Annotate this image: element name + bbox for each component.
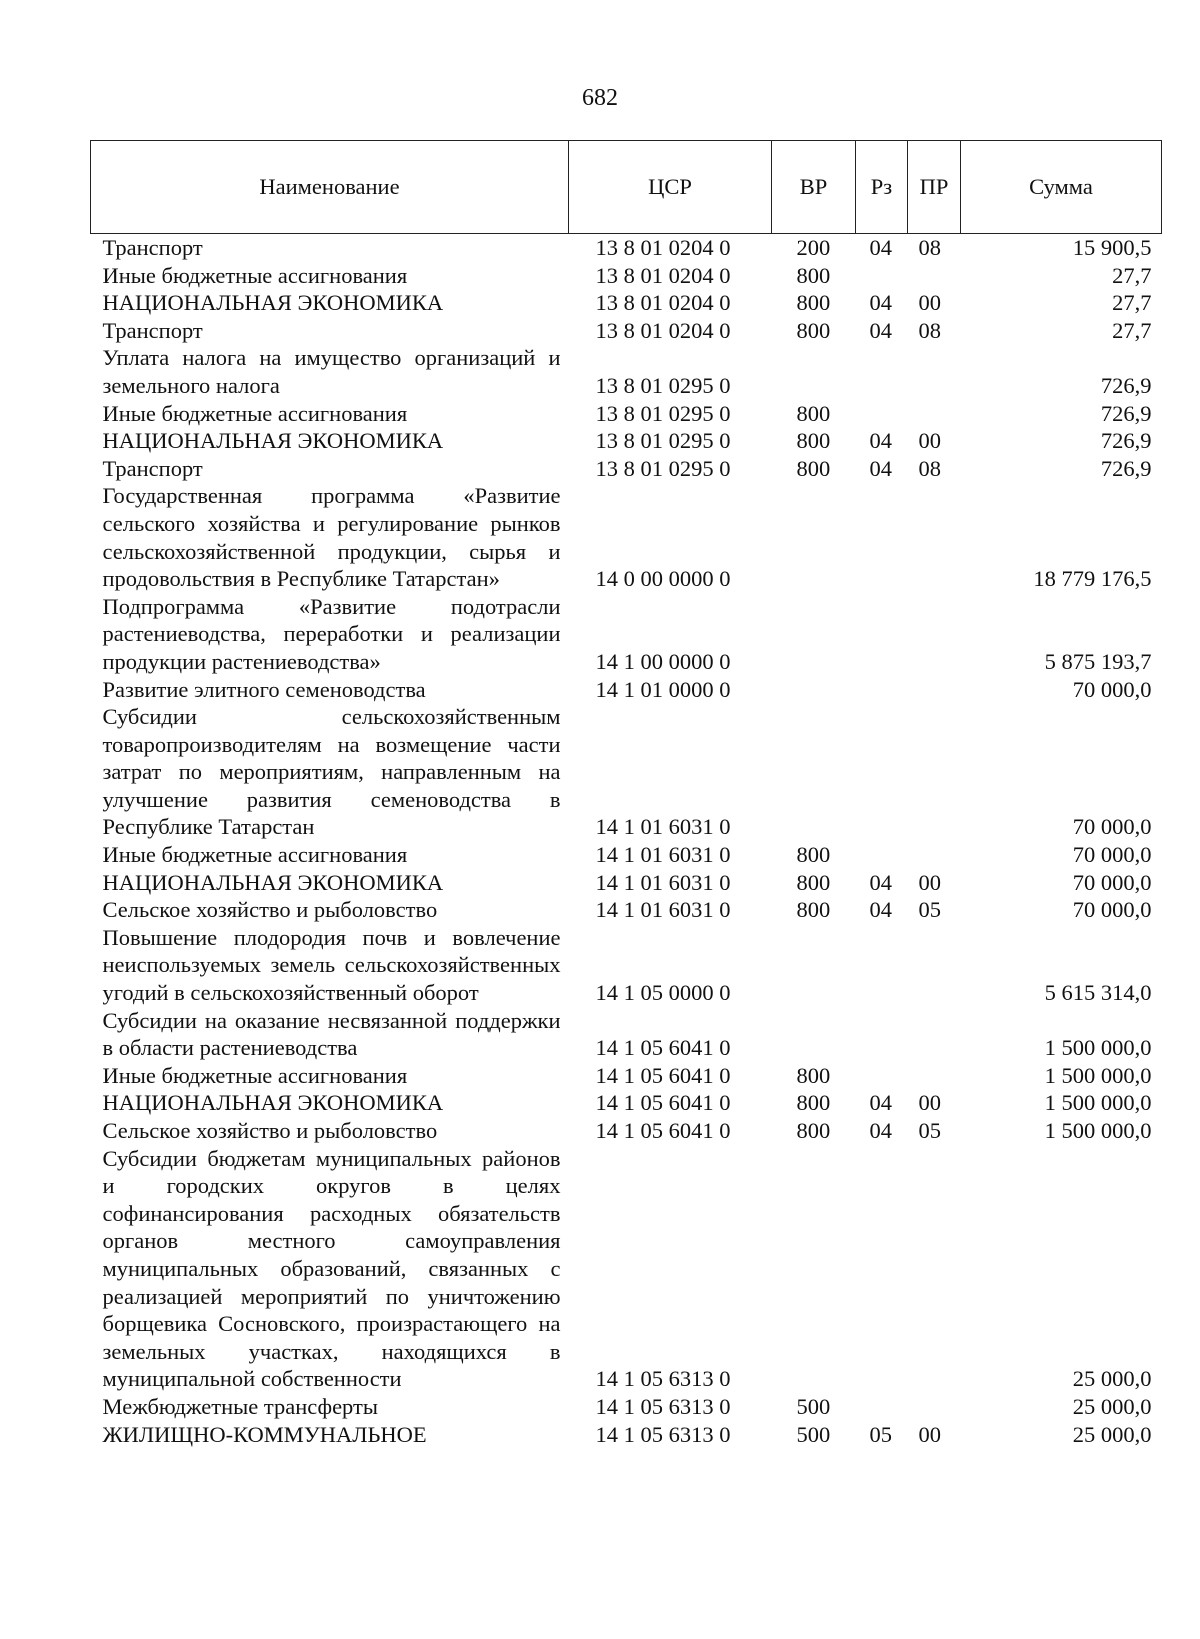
cell-sum: 1 500 000,0 (1044, 1090, 1152, 1116)
cell-vr: 800 (796, 869, 831, 895)
table-body (91, 234, 1162, 1449)
cell-csr: 14 1 01 6031 0 (595, 842, 731, 868)
cell-vr: 800 (796, 1090, 831, 1116)
cell-name: НАЦИОНАЛЬНАЯ ЭКОНОМИКА (102, 290, 444, 316)
cell-pr: 00 (918, 428, 941, 454)
cell-rz: 04 (869, 317, 892, 343)
cell-csr: 14 1 05 0000 0 (595, 980, 731, 1006)
cell-sum: 1 500 000,0 (1044, 1035, 1152, 1061)
table-row (91, 896, 1162, 924)
cell-rz (856, 1007, 908, 1062)
cell-vr (772, 344, 856, 399)
cell-pr: 08 (918, 235, 941, 260)
cell-pr: 00 (918, 290, 941, 316)
cell-sum: 70 000,0 (1072, 897, 1152, 923)
table-row (91, 344, 1162, 399)
cell-pr: 05 (918, 1118, 941, 1143)
table-row (91, 427, 1162, 455)
header-name: Наименование (91, 141, 569, 234)
cell-csr: 14 1 05 6313 0 (595, 1393, 731, 1419)
cell-rz (856, 262, 908, 290)
table-row (91, 593, 1162, 676)
cell-csr: 13 8 01 0204 0 (595, 317, 731, 343)
cell-name: Сельское хозяйство и рыболовство (102, 897, 438, 923)
cell-csr: 14 1 05 6041 0 (595, 1035, 731, 1061)
table-row (91, 1393, 1162, 1421)
cell-name: Иные бюджетные ассигнования (102, 1062, 408, 1088)
cell-rz (856, 924, 908, 1007)
cell-vr (772, 1145, 856, 1393)
cell-pr (908, 482, 961, 592)
cell-name: Субсидии бюджетам муниципальных районов и городских округов в целях софинансирования расходных обязательств органов местного самоуправления муниципальных образований, связанных с реализацией мероприятий по уничтожению борщевика Сосновского, произрастающего на земельных участках, находящихся в муниципальной собственности (102, 1145, 561, 1392)
cell-pr (908, 262, 961, 290)
cell-rz: 04 (869, 428, 892, 454)
cell-pr: 00 (918, 869, 941, 895)
cell-rz: 04 (869, 290, 892, 316)
cell-sum: 25 000,0 (1072, 1421, 1152, 1447)
cell-rz (856, 1145, 908, 1393)
cell-pr (908, 400, 961, 428)
table-row (91, 841, 1162, 869)
cell-sum: 25 000,0 (1072, 1393, 1152, 1419)
cell-pr (908, 924, 961, 1007)
cell-rz: 04 (869, 869, 892, 895)
table-row (91, 869, 1162, 897)
cell-name: Иные бюджетные ассигнования (102, 262, 408, 288)
table-row (91, 289, 1162, 317)
cell-vr: 800 (796, 262, 831, 288)
cell-vr: 800 (796, 897, 831, 923)
cell-sum: 1 500 000,0 (1044, 1062, 1152, 1088)
cell-pr (908, 703, 961, 841)
table-header (91, 141, 1162, 234)
cell-vr: 800 (796, 290, 831, 316)
cell-rz: 04 (869, 455, 892, 481)
cell-pr: 08 (918, 455, 941, 481)
cell-rz (856, 1393, 908, 1421)
cell-sum: 1 500 000,0 (1044, 1118, 1152, 1143)
cell-pr (908, 1145, 961, 1393)
cell-csr: 13 8 01 0295 0 (595, 455, 731, 481)
cell-vr (772, 703, 856, 841)
cell-vr: 800 (796, 428, 831, 454)
header-row (91, 141, 1162, 234)
cell-pr (908, 1007, 961, 1062)
cell-vr: 800 (796, 1062, 831, 1088)
table-row (91, 924, 1162, 1007)
cell-name: Транспорт (102, 317, 203, 343)
cell-pr (908, 841, 961, 869)
cell-rz: 04 (869, 235, 892, 260)
table-row (91, 1007, 1162, 1062)
cell-csr: 14 1 01 6031 0 (595, 869, 731, 895)
table-row (91, 234, 1162, 262)
cell-rz: 04 (869, 897, 892, 923)
cell-name: Сельское хозяйство и рыболовство (102, 1118, 438, 1143)
table-row (91, 703, 1162, 841)
cell-sum: 726,9 (1100, 372, 1152, 398)
table-row (91, 1089, 1162, 1117)
cell-csr: 14 1 01 0000 0 (595, 676, 731, 702)
cell-name: Повышение плодородия почв и вовлечение неиспользуемых земель сельскохозяйственных угодий в сельскохозяйственный оборот (102, 924, 561, 1006)
cell-sum: 70 000,0 (1072, 676, 1152, 702)
cell-rz (856, 593, 908, 676)
cell-csr: 14 1 05 6313 0 (595, 1366, 731, 1392)
page-number: 682 (582, 85, 618, 111)
table-row (91, 1117, 1162, 1145)
cell-name: НАЦИОНАЛЬНАЯ ЭКОНОМИКА (102, 869, 444, 895)
cell-name: Субсидии на оказание несвязанной поддержки в области растениеводства (102, 1007, 561, 1061)
cell-name: Подпрограмма «Развитие подотрасли растениеводства, переработки и реализации продукции растениеводства» (102, 593, 561, 674)
cell-sum: 15 900,5 (1072, 235, 1152, 260)
cell-name: Межбюджетные трансферты (102, 1393, 378, 1419)
cell-sum: 70 000,0 (1072, 869, 1152, 895)
cell-csr: 13 8 01 0204 0 (595, 290, 731, 316)
cell-sum: 70 000,0 (1072, 842, 1152, 868)
cell-rz (856, 1062, 908, 1090)
cell-sum: 25 000,0 (1072, 1366, 1152, 1392)
cell-name: НАЦИОНАЛЬНАЯ ЭКОНОМИКА (102, 1090, 444, 1116)
cell-sum: 27,7 (1112, 262, 1152, 288)
cell-sum: 27,7 (1112, 290, 1152, 316)
cell-name: Уплата налога на имущество организаций и земельного налога (102, 345, 561, 398)
cell-rz: 05 (869, 1421, 892, 1447)
cell-pr: 00 (918, 1421, 941, 1447)
table-row (91, 317, 1162, 345)
cell-vr: 800 (796, 400, 831, 426)
cell-rz (856, 344, 908, 399)
cell-sum: 5 615 314,0 (1044, 980, 1152, 1006)
cell-vr: 200 (796, 235, 831, 260)
cell-sum: 726,9 (1100, 428, 1152, 454)
cell-csr: 14 1 05 6313 0 (595, 1421, 731, 1447)
cell-sum: 726,9 (1100, 400, 1152, 426)
header-rz: Рз (856, 141, 908, 234)
cell-name: НАЦИОНАЛЬНАЯ ЭКОНОМИКА (102, 428, 444, 454)
header-vr: ВР (772, 141, 856, 234)
table-row (91, 455, 1162, 483)
cell-rz (856, 482, 908, 592)
cell-csr: 14 1 01 6031 0 (595, 814, 731, 840)
cell-sum: 27,7 (1112, 317, 1152, 343)
cell-sum: 18 779 176,5 (1033, 566, 1152, 592)
cell-name: Транспорт (102, 455, 203, 481)
cell-csr: 14 1 01 6031 0 (595, 897, 731, 923)
cell-name: Иные бюджетные ассигнования (102, 842, 408, 868)
cell-vr: 500 (796, 1393, 831, 1419)
cell-pr (908, 593, 961, 676)
cell-rz (856, 841, 908, 869)
cell-csr: 13 8 01 0204 0 (595, 235, 731, 260)
header-csr: ЦСР (569, 141, 772, 234)
cell-pr (908, 1393, 961, 1421)
cell-csr: 14 1 05 6041 0 (595, 1090, 731, 1116)
header-sum: Сумма (961, 141, 1162, 234)
cell-csr: 13 8 01 0295 0 (595, 400, 731, 426)
cell-pr (908, 1062, 961, 1090)
cell-csr: 14 1 00 0000 0 (595, 648, 731, 674)
cell-rz: 04 (869, 1090, 892, 1116)
cell-pr: 05 (918, 897, 941, 923)
table-row (91, 1062, 1162, 1090)
cell-csr: 14 1 05 6041 0 (595, 1062, 731, 1088)
cell-name: Развитие элитного семеноводства (102, 676, 426, 702)
cell-csr: 14 1 05 6041 0 (595, 1118, 731, 1143)
cell-csr: 13 8 01 0295 0 (595, 372, 731, 398)
cell-name: Государственная программа «Развитие сельского хозяйства и регулирование рынков сельскохозяйственной продукции, сырья и продовольствия в Республике Татарстан» (102, 483, 561, 592)
cell-sum: 70 000,0 (1072, 814, 1152, 840)
cell-vr: 800 (796, 455, 831, 481)
header-pr: ПР (908, 141, 961, 234)
cell-vr (772, 593, 856, 676)
table-row (91, 676, 1162, 704)
cell-pr: 08 (918, 317, 941, 343)
cell-rz (856, 400, 908, 428)
cell-vr: 800 (796, 1118, 831, 1143)
cell-vr (772, 924, 856, 1007)
cell-vr: 800 (796, 317, 831, 343)
table-row (91, 1145, 1162, 1393)
cell-rz (856, 676, 908, 704)
cell-name: Транспорт (102, 235, 203, 260)
cell-name: Иные бюджетные ассигнования (102, 400, 408, 426)
cell-vr: 500 (796, 1421, 831, 1447)
cell-vr: 800 (796, 842, 831, 868)
cell-pr: 00 (918, 1090, 941, 1116)
table-row (91, 1421, 1162, 1449)
cell-name: Субсидии сельскохозяйственным товаропроизводителям на возмещение части затрат по мероприятиям, направленным на улучшение развития семеноводства в Республике Татарстан (102, 704, 561, 840)
cell-sum: 726,9 (1100, 455, 1152, 481)
cell-vr (772, 1007, 856, 1062)
table-row (91, 400, 1162, 428)
cell-pr (908, 676, 961, 704)
cell-vr (772, 482, 856, 592)
cell-rz (856, 703, 908, 841)
cell-csr: 13 8 01 0295 0 (595, 428, 731, 454)
cell-vr (772, 676, 856, 704)
cell-csr: 13 8 01 0204 0 (595, 262, 731, 288)
budget-table (90, 140, 1162, 1448)
cell-rz: 04 (869, 1118, 892, 1143)
table-row (91, 262, 1162, 290)
cell-csr: 14 0 00 0000 0 (595, 566, 731, 592)
cell-pr (908, 344, 961, 399)
table-row (91, 482, 1162, 592)
cell-sum: 5 875 193,7 (1044, 648, 1152, 674)
cell-name: ЖИЛИЩНО-КОММУНАЛЬНОЕ (102, 1421, 427, 1447)
